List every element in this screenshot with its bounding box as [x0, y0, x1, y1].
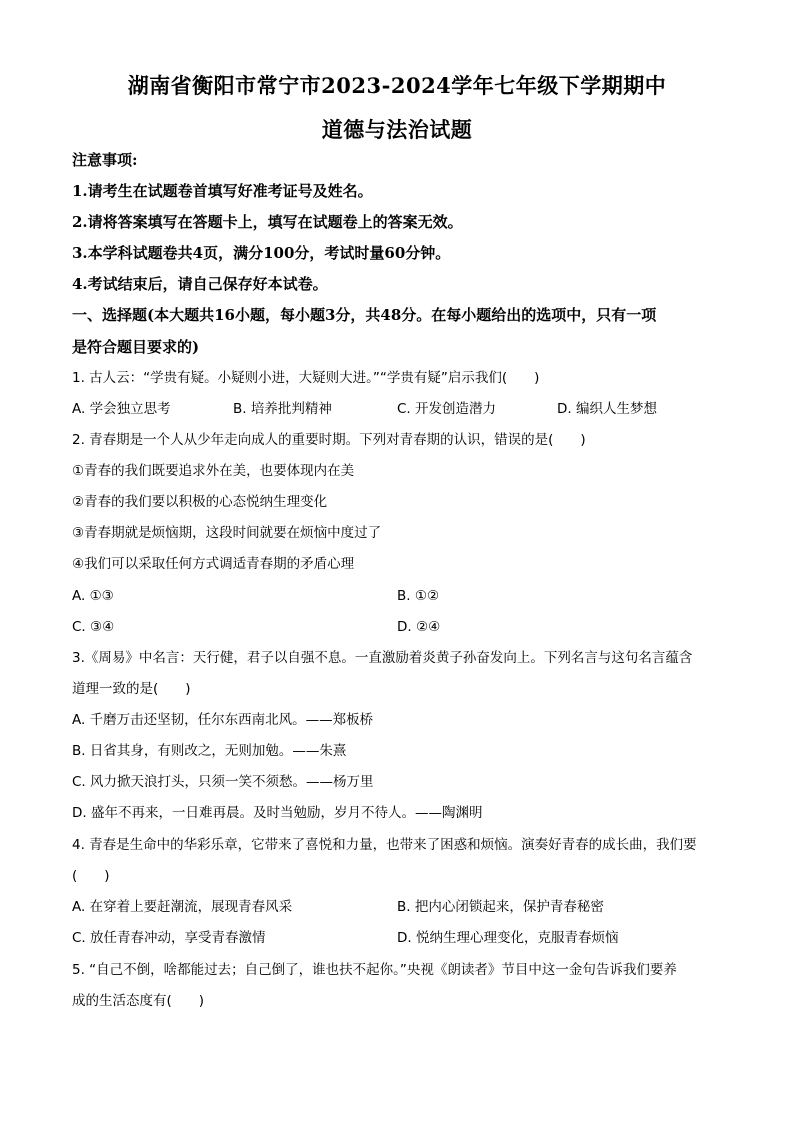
question-5-stem: 5. “自己不倒，啥都能过去；自己倒了，谁也扶不起你。”央视《朗读者》节目中这一金句告诉我们要养	[72, 962, 677, 978]
question-3-option-a: A. 千磨万击还坚韧，任尔东西南北风。——郑板桥	[72, 712, 374, 728]
question-3-option-c: C. 风力掀天浪打头，只须一笑不须愁。——杨万里	[72, 774, 374, 790]
question-4-stem: 4. 青春是生命中的华彩乐章，它带来了喜悦和力量，也带来了困惑和烦恼。演奏好青春的成长曲，我们要	[72, 837, 697, 853]
question-2-statement: ③青春期就是烦恼期，这段时间就要在烦恼中度过了	[72, 525, 382, 541]
exam-subtitle: 道德与法治试题	[321, 117, 473, 142]
question-2-statement: ④我们可以采取任何方式调适青春期的矛盾心理	[72, 556, 355, 572]
question-2-option-d: D. ②④	[397, 619, 441, 635]
question-2-option-c: C. ③④	[72, 619, 115, 635]
question-4-option-d: D. 悦纳生理心理变化，克服青春烦恼	[397, 930, 619, 946]
question-4-stem-cont: ( )	[72, 868, 110, 884]
question-4-option-c: C. 放任青春冲动，享受青春激情	[72, 930, 266, 946]
question-4-option-a: A. 在穿着上要赶潮流，展现青春风采	[72, 899, 293, 915]
exam-title: 湖南省衡阳市常宁市2023-2024学年七年级下学期期中	[127, 73, 667, 98]
note-item: 2.请将答案填写在答题卡上，填写在试题卷上的答案无效。	[72, 213, 463, 231]
question-3-stem-cont: 道理一致的是( )	[72, 681, 191, 697]
question-1-stem: 1. 古人云：“学贵有疑。小疑则小进，大疑则大进。”“学贵有疑”启示我们( )	[72, 370, 540, 386]
question-1-option-a: A. 学会独立思考	[72, 401, 171, 417]
question-4-option-b: B. 把内心闭锁起来，保护青春秘密	[397, 899, 604, 915]
section-heading-cont: 是符合题目要求的)	[72, 338, 200, 356]
question-2-statement: ①青春的我们既要追求外在美，也要体现内在美	[72, 463, 355, 479]
question-2-option-a: A. ①③	[72, 588, 114, 604]
note-item: 4.考试结束后，请自己保存好本试卷。	[72, 275, 328, 293]
notes-heading: 注意事项:	[72, 151, 138, 169]
question-1-option-b: B. 培养批判精神	[233, 401, 332, 417]
question-5-stem-cont: 成的生活态度有( )	[72, 993, 205, 1009]
note-item: 3.本学科试题卷共4页，满分100分，考试时量60分钟。	[72, 244, 451, 262]
question-2-option-b: B. ①②	[397, 588, 440, 604]
question-1-option-c: C. 开发创造潜力	[397, 401, 497, 417]
question-1-option-d: D. 编织人生梦想	[557, 401, 657, 417]
note-item: 1.请考生在试题卷首填写好准考证号及姓名。	[72, 182, 373, 200]
question-3-option-b: B. 日省其身，有则改之，无则加勉。——朱熹	[72, 743, 347, 759]
question-3-stem: 3.《周易》中名言：天行健，君子以自强不息。一直激励着炎黄子孙奋发向上。下列名言与这句名言蕴含	[72, 650, 693, 666]
question-3-option-d: D. 盛年不再来，一日难再晨。及时当勉励，岁月不待人。——陶渊明	[72, 805, 483, 821]
question-2-statement: ②青春的我们要以积极的心态悦纳生理变化	[72, 494, 328, 510]
question-2-stem: 2. 青春期是一个人从少年走向成人的重要时期。下列对青春期的认识，错误的是( )	[72, 432, 586, 448]
section-heading: 一、选择题(本大题共16小题，每小题3分，共48分。在每小题给出的选项中，只有一项	[72, 306, 657, 324]
